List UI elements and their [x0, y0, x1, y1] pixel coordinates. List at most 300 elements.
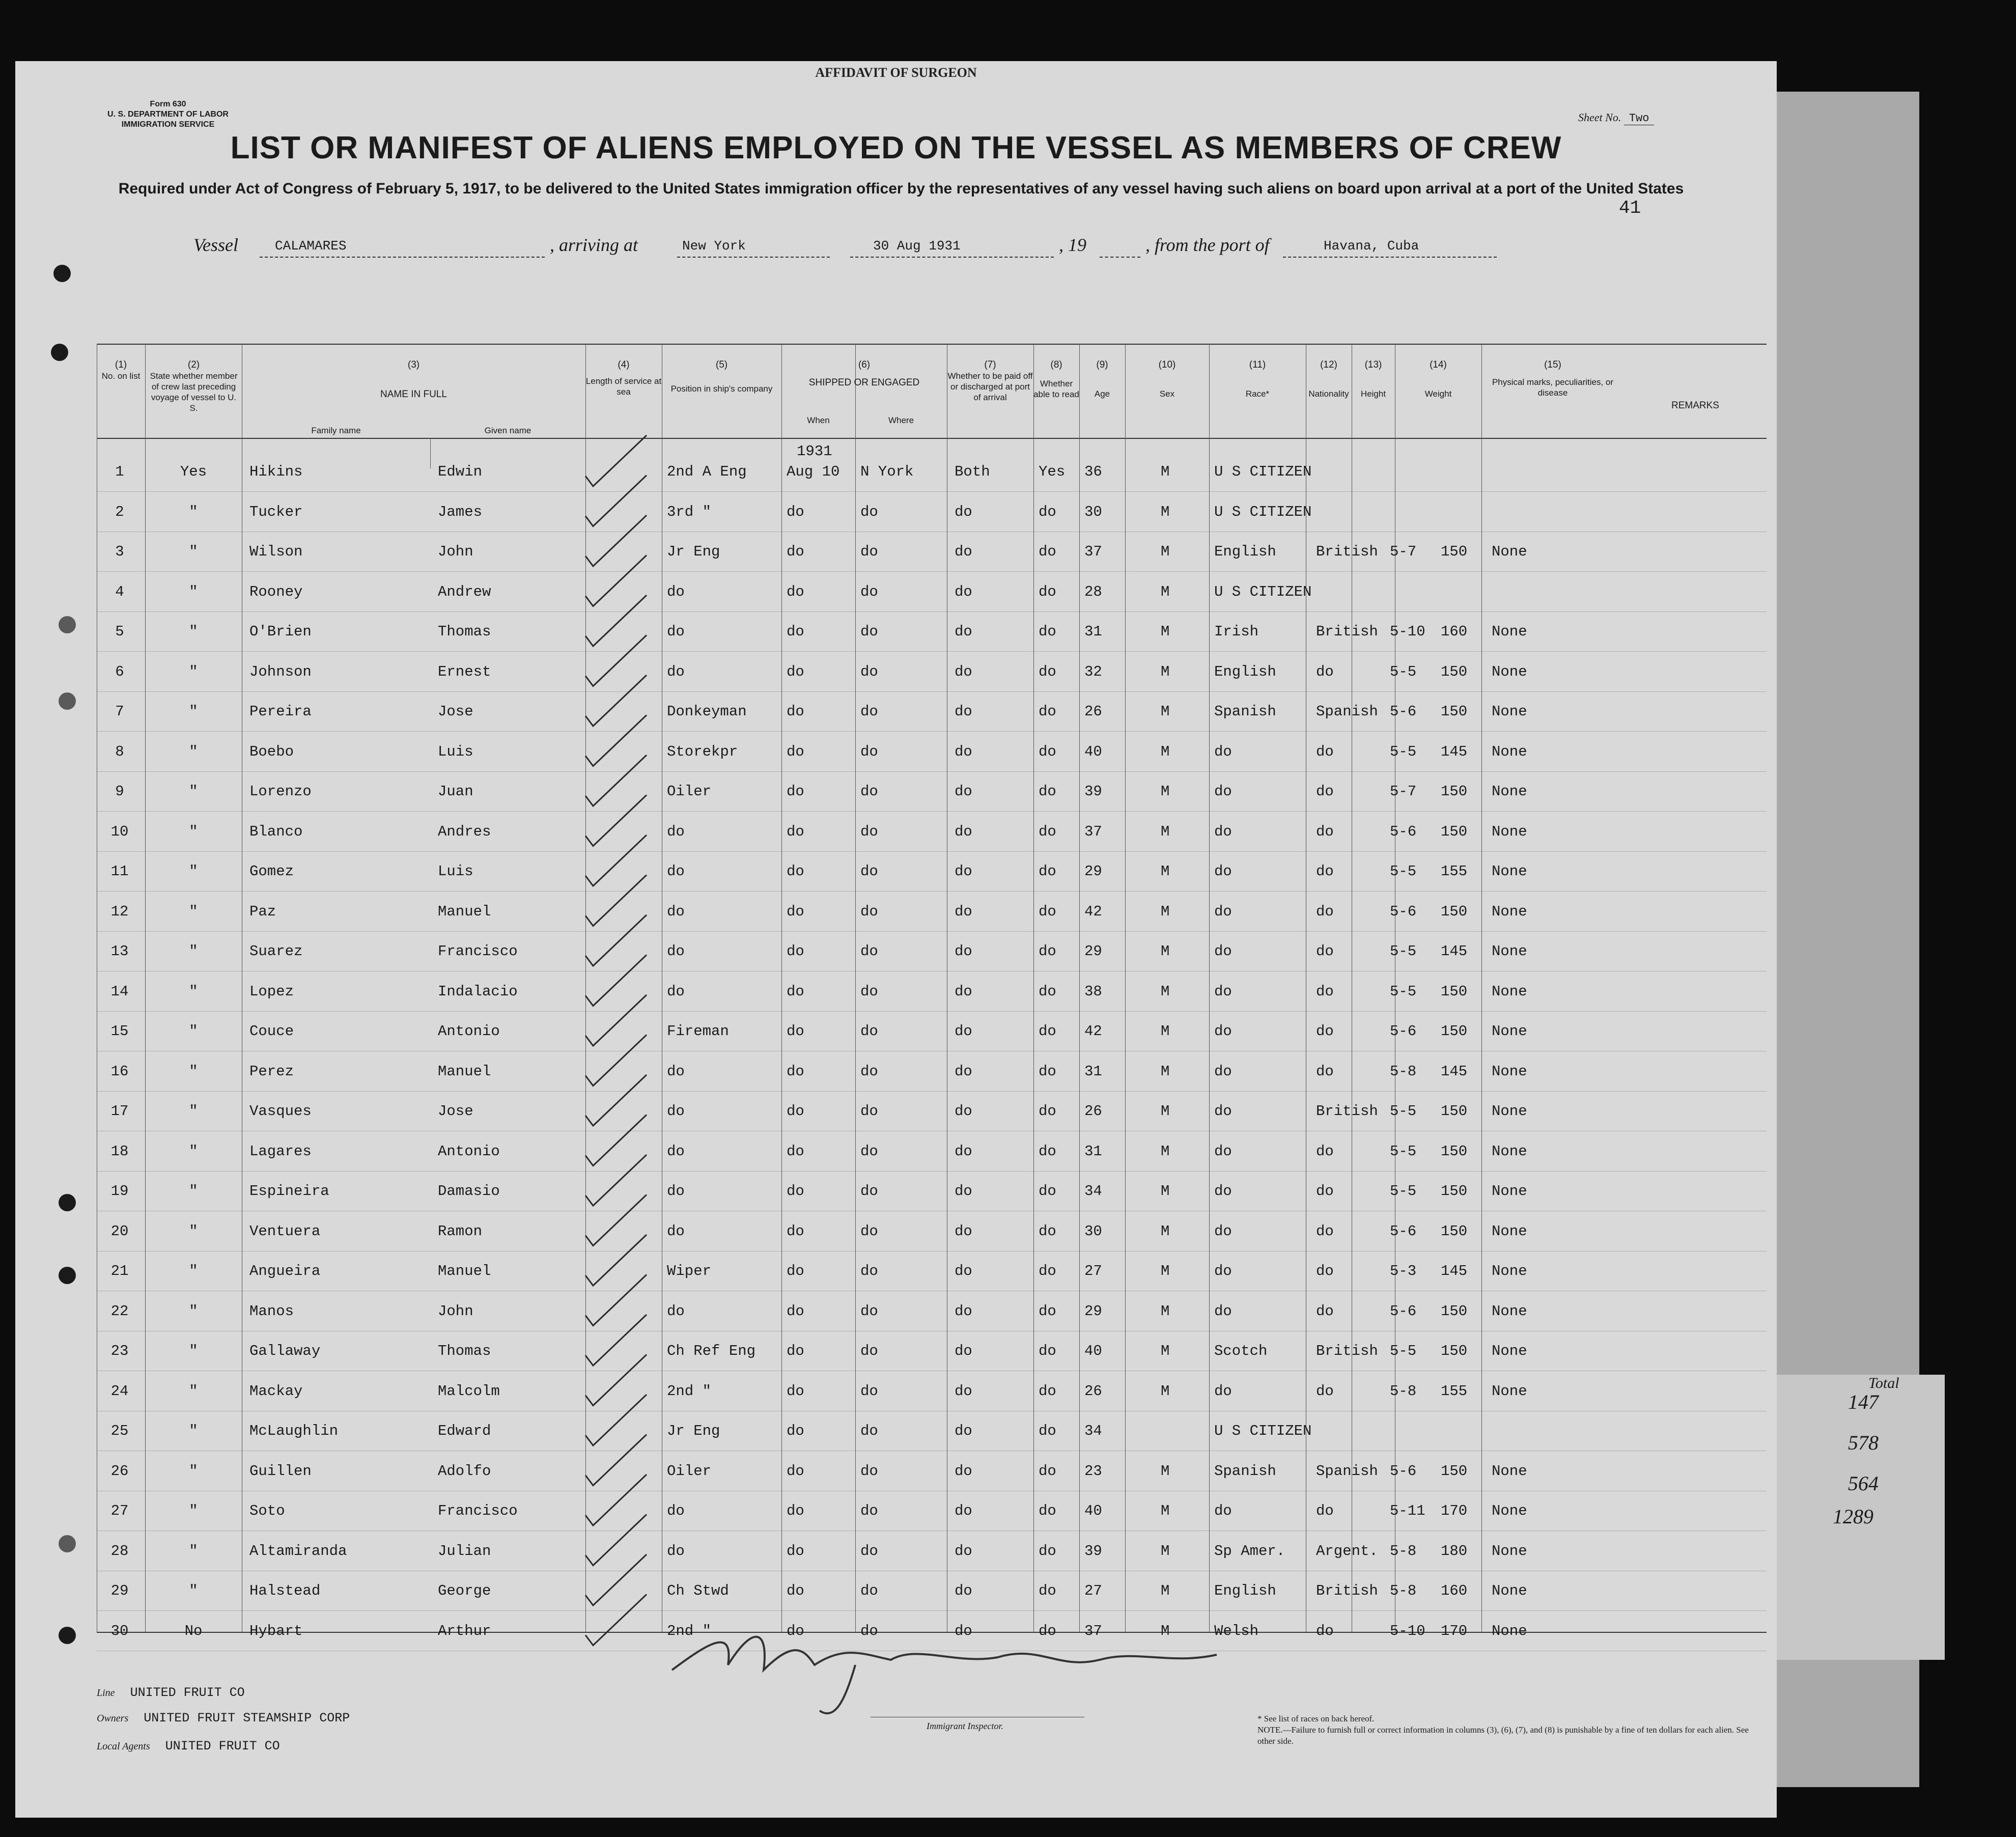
- previous-voyage-cell: ": [189, 1423, 198, 1439]
- col-marks-header: (15) Physical marks, peculiarities, or disease: [1492, 359, 1614, 398]
- race-cell: do: [1214, 1502, 1232, 1519]
- age-cell: 40: [1084, 1343, 1102, 1359]
- given-name-cell: Edwin: [438, 463, 483, 480]
- weight-cell: 150: [1441, 1462, 1468, 1480]
- owners-value: UNITED FRUIT STEAMSHIP CORP: [144, 1711, 350, 1725]
- row-number-cell: 7: [115, 703, 124, 720]
- weight-cell: 150: [1441, 983, 1468, 1000]
- shipped-when-cell: do: [787, 1023, 804, 1040]
- row-number-cell: 20: [110, 1222, 129, 1240]
- physical-marks-cell: None: [1492, 1063, 1527, 1080]
- age-cell: 39: [1084, 1542, 1102, 1560]
- previous-voyage-cell: ": [189, 583, 198, 600]
- sex-cell: M: [1161, 503, 1170, 520]
- paid-off-cell: do: [955, 1063, 972, 1080]
- physical-marks-cell: None: [1492, 823, 1527, 840]
- sex-cell: M: [1161, 783, 1170, 800]
- row-number-cell: 22: [110, 1302, 129, 1320]
- check-mark: [585, 955, 647, 1006]
- previous-voyage-cell: ": [189, 863, 198, 880]
- race-cell: U S CITIZEN: [1214, 463, 1312, 480]
- row-number-cell: 28: [110, 1542, 129, 1560]
- check-mark: [585, 915, 647, 966]
- able-to-read-cell: do: [1039, 1542, 1056, 1560]
- able-to-read-cell: do: [1039, 823, 1056, 840]
- shipped-when-cell: do: [787, 1183, 804, 1200]
- position-cell: Jr Eng: [667, 1423, 720, 1439]
- nationality-cell: do: [1316, 1183, 1334, 1200]
- position-cell: Oiler: [667, 783, 712, 800]
- shipped-where-cell: do: [860, 1622, 878, 1639]
- sex-cell: M: [1161, 1143, 1170, 1160]
- col-remarks-header: REMARKS: [1671, 400, 1719, 411]
- shipped-when-cell: do: [787, 743, 804, 760]
- weight-cell: 150: [1441, 703, 1468, 720]
- previous-voyage-cell: ": [189, 1302, 198, 1320]
- height-cell: 5-8: [1390, 1542, 1417, 1560]
- position-cell: do: [667, 863, 685, 880]
- given-name-cell: Arthur: [438, 1622, 491, 1639]
- weight-cell: 150: [1441, 543, 1468, 560]
- height-cell: 5-6: [1390, 1023, 1417, 1040]
- inspector-label: Immigrant Inspector.: [927, 1721, 1003, 1731]
- physical-marks-cell: None: [1492, 623, 1527, 640]
- paid-off-cell: do: [955, 1423, 972, 1439]
- previous-voyage-cell: No: [184, 1622, 203, 1639]
- family-name-cell: Boebo: [249, 743, 294, 760]
- paid-off-cell: do: [955, 1183, 972, 1200]
- shipped-where-cell: do: [860, 1222, 878, 1240]
- family-name-cell: Johnson: [249, 663, 312, 680]
- shipped-where-cell: do: [860, 783, 878, 800]
- nationality-cell: British: [1316, 1582, 1378, 1599]
- check-mark: [585, 795, 647, 846]
- given-name-cell: Indalacio: [438, 983, 518, 1000]
- shipped-where-cell: do: [860, 743, 878, 760]
- check-mark: [585, 835, 647, 886]
- height-cell: 5-7: [1390, 543, 1417, 560]
- position-cell: do: [667, 1063, 685, 1080]
- stub-number: 147: [1848, 1390, 1879, 1413]
- weight-cell: 170: [1441, 1622, 1468, 1639]
- col-prev-voyage-header: (2) State whether member of crew last preceding voyage of vessel to U. S.: [150, 359, 238, 413]
- previous-voyage-cell: ": [189, 943, 198, 960]
- able-to-read-cell: do: [1039, 663, 1056, 680]
- col-sex-header: (10) Sex: [1158, 359, 1176, 399]
- weight-cell: 150: [1441, 1023, 1468, 1040]
- shipped-when-cell: do: [787, 863, 804, 880]
- weight-cell: 150: [1441, 1143, 1468, 1160]
- physical-marks-cell: None: [1492, 743, 1527, 760]
- paid-off-cell: do: [955, 623, 972, 640]
- age-cell: 30: [1084, 503, 1102, 520]
- height-cell: 5-5: [1390, 663, 1417, 680]
- race-cell: English: [1214, 663, 1276, 680]
- sex-cell: M: [1161, 903, 1170, 920]
- age-cell: 36: [1084, 463, 1102, 480]
- race-cell: do: [1214, 1063, 1232, 1080]
- col-name-header: (3) NAME IN FULL: [380, 359, 447, 400]
- punch-hole: [53, 265, 71, 282]
- shipped-when-cell: do: [787, 1222, 804, 1240]
- race-cell: U S CITIZEN: [1214, 503, 1312, 520]
- height-cell: 5-6: [1390, 1302, 1417, 1320]
- given-name-cell: Luis: [438, 743, 473, 760]
- age-cell: 30: [1084, 1222, 1102, 1240]
- previous-voyage-cell: ": [189, 1343, 198, 1359]
- sex-cell: M: [1161, 543, 1170, 560]
- from-port: Havana, Cuba: [1324, 238, 1419, 254]
- able-to-read-cell: do: [1039, 983, 1056, 1000]
- family-name-cell: Vasques: [249, 1103, 312, 1120]
- family-name-cell: Halstead: [249, 1582, 321, 1599]
- sex-cell: M: [1161, 1222, 1170, 1240]
- given-name-cell: Juan: [438, 783, 473, 800]
- weight-cell: 150: [1441, 1103, 1468, 1120]
- given-name-cell: James: [438, 503, 483, 520]
- physical-marks-cell: None: [1492, 863, 1527, 880]
- position-cell: do: [667, 1222, 685, 1240]
- position-cell: Jr Eng: [667, 543, 720, 560]
- check-mark: [585, 555, 647, 606]
- given-name-cell: Manuel: [438, 1063, 491, 1080]
- check-mark: [585, 675, 647, 726]
- age-cell: 34: [1084, 1183, 1102, 1200]
- race-cell: do: [1214, 1263, 1232, 1279]
- age-cell: 39: [1084, 783, 1102, 800]
- age-cell: 31: [1084, 1143, 1102, 1160]
- position-cell: Storekpr: [667, 743, 738, 760]
- row-number-cell: 25: [110, 1423, 129, 1439]
- family-name-cell: Lorenzo: [249, 783, 312, 800]
- shipped-when-cell: do: [787, 1063, 804, 1080]
- position-cell: do: [667, 1502, 685, 1519]
- given-name-cell: John: [438, 1302, 473, 1320]
- check-mark: [585, 755, 647, 806]
- able-to-read-cell: do: [1039, 1103, 1056, 1120]
- row-number-cell: 23: [110, 1343, 129, 1359]
- weight-cell: 155: [1441, 863, 1468, 880]
- check-mark: [585, 1035, 647, 1086]
- race-cell: do: [1214, 1103, 1232, 1120]
- weight-cell: 150: [1441, 823, 1468, 840]
- sex-cell: M: [1161, 583, 1170, 600]
- check-mark: [585, 1554, 647, 1605]
- family-name-cell: Hikins: [249, 463, 303, 480]
- family-name-cell: Rooney: [249, 583, 303, 600]
- physical-marks-cell: None: [1492, 1263, 1527, 1279]
- year-note: 1931: [797, 443, 832, 460]
- physical-marks-cell: None: [1492, 1622, 1527, 1639]
- previous-voyage-cell: ": [189, 1382, 198, 1400]
- height-cell: 5-8: [1390, 1063, 1417, 1080]
- col-height-header: (13) Height: [1360, 359, 1386, 399]
- physical-marks-cell: None: [1492, 1382, 1527, 1400]
- physical-marks-cell: None: [1492, 703, 1527, 720]
- row-number-cell: 6: [115, 663, 124, 680]
- position-cell: do: [667, 1302, 685, 1320]
- family-name-cell: Angueira: [249, 1263, 321, 1279]
- able-to-read-cell: do: [1039, 1582, 1056, 1599]
- height-cell: 5-5: [1390, 743, 1417, 760]
- paid-off-cell: do: [955, 1143, 972, 1160]
- races-note: * See list of races on back hereof.: [1257, 1714, 1375, 1723]
- height-cell: 5-8: [1390, 1582, 1417, 1599]
- given-name-cell: Andrew: [438, 583, 491, 600]
- family-name-cell: O'Brien: [249, 623, 312, 640]
- shipped-when-cell: do: [787, 1382, 804, 1400]
- sex-cell: M: [1161, 663, 1170, 680]
- nationality-cell: do: [1316, 1063, 1334, 1080]
- shipped-where-cell: N York: [860, 463, 914, 480]
- shipped-when-cell: do: [787, 1103, 804, 1120]
- race-cell: do: [1214, 783, 1232, 800]
- previous-voyage-cell: ": [189, 1542, 198, 1560]
- age-cell: 42: [1084, 1023, 1102, 1040]
- footnote: [1257, 1713, 1756, 1747]
- shipped-where-cell: do: [860, 1582, 878, 1599]
- col-race-header: (11) Race*: [1245, 359, 1270, 399]
- sex-cell: M: [1161, 1263, 1170, 1279]
- position-cell: Ch Ref Eng: [667, 1343, 756, 1359]
- height-cell: 5-5: [1390, 1183, 1417, 1200]
- weight-cell: 150: [1441, 1183, 1468, 1200]
- paid-off-cell: do: [955, 863, 972, 880]
- age-cell: 29: [1084, 863, 1102, 880]
- given-name-cell: Manuel: [438, 903, 491, 920]
- age-cell: 23: [1084, 1462, 1102, 1480]
- race-cell: English: [1214, 543, 1276, 560]
- position-cell: do: [667, 1143, 685, 1160]
- row-number-cell: 4: [115, 583, 124, 600]
- given-name-cell: Francisco: [438, 943, 518, 960]
- given-name-cell: Adolfo: [438, 1462, 491, 1480]
- previous-voyage-cell: ": [189, 1143, 198, 1160]
- sex-cell: M: [1161, 1462, 1170, 1480]
- nationality-cell: do: [1316, 1023, 1334, 1040]
- race-cell: do: [1214, 1382, 1232, 1400]
- height-cell: 5-5: [1390, 983, 1417, 1000]
- adjacent-page-stub: [1772, 1375, 1945, 1660]
- height-cell: 5-6: [1390, 823, 1417, 840]
- paid-off-cell: do: [955, 1343, 972, 1359]
- previous-voyage-cell: ": [189, 783, 198, 800]
- inspector-signature: [652, 1609, 1263, 1726]
- crew-table: [15, 344, 1777, 1718]
- physical-marks-cell: None: [1492, 1343, 1527, 1359]
- manifest-page: [15, 61, 1777, 1818]
- nationality-cell: do: [1316, 783, 1334, 800]
- physical-marks-cell: None: [1492, 983, 1527, 1000]
- sex-cell: M: [1161, 1582, 1170, 1599]
- nationality-cell: do: [1316, 943, 1334, 960]
- able-to-read-cell: do: [1039, 903, 1056, 920]
- nationality-cell: do: [1316, 983, 1334, 1000]
- sex-cell: M: [1161, 983, 1170, 1000]
- shipped-when-cell: do: [787, 1302, 804, 1320]
- shipped-when-cell: do: [787, 1423, 804, 1439]
- height-cell: 5-5: [1390, 863, 1417, 880]
- check-mark: [585, 1474, 647, 1525]
- given-name-cell: George: [438, 1582, 491, 1599]
- shipped-where-cell: do: [860, 1103, 878, 1120]
- weight-cell: 150: [1441, 783, 1468, 800]
- family-name-cell: Tucker: [249, 503, 303, 520]
- family-name-cell: Lopez: [249, 983, 294, 1000]
- paid-off-cell: do: [955, 943, 972, 960]
- check-mark: [585, 1275, 647, 1326]
- position-cell: do: [667, 1103, 685, 1120]
- weight-cell: 145: [1441, 1063, 1468, 1080]
- age-cell: 38: [1084, 983, 1102, 1000]
- position-cell: do: [667, 663, 685, 680]
- col-family-name-header: Family name: [311, 426, 361, 435]
- check-mark: [585, 1195, 647, 1246]
- shipped-when-cell: do: [787, 503, 804, 520]
- line-row: [97, 1685, 245, 1700]
- height-cell: 5-5: [1390, 1143, 1417, 1160]
- form-block: [87, 99, 249, 130]
- given-name-cell: Manuel: [438, 1263, 491, 1279]
- shipped-when-cell: do: [787, 1263, 804, 1279]
- nationality-cell: do: [1316, 903, 1334, 920]
- able-to-read-cell: do: [1039, 583, 1056, 600]
- height-cell: 5-5: [1390, 943, 1417, 960]
- row-number-cell: 18: [110, 1143, 129, 1160]
- row-number-cell: 29: [110, 1582, 129, 1599]
- col-paid-off-header: (7) Whether to be paid off or discharged at port of arrival: [947, 359, 1033, 402]
- paid-off-cell: do: [955, 1263, 972, 1279]
- previous-voyage-cell: ": [189, 1462, 198, 1480]
- previous-voyage-cell: ": [189, 1263, 198, 1279]
- race-cell: Spanish: [1214, 703, 1276, 720]
- department-name: U. S. DEPARTMENT OF LABOR: [107, 110, 229, 119]
- given-name-cell: Luis: [438, 863, 473, 880]
- stub-number: 578: [1848, 1431, 1879, 1454]
- shipped-where-cell: do: [860, 1063, 878, 1080]
- age-cell: 37: [1084, 823, 1102, 840]
- able-to-read-cell: do: [1039, 1423, 1056, 1439]
- race-cell: Scotch: [1214, 1343, 1268, 1359]
- previous-voyage-cell: ": [189, 823, 198, 840]
- shipped-when-cell: do: [787, 1622, 804, 1639]
- paid-off-cell: do: [955, 823, 972, 840]
- position-cell: 2nd ": [667, 1622, 712, 1639]
- given-name-cell: Andres: [438, 823, 491, 840]
- check-mark: [585, 1395, 647, 1445]
- shipped-where-cell: do: [860, 1423, 878, 1439]
- vessel-name: CALAMARES: [275, 238, 347, 254]
- row-number-cell: 3: [115, 543, 124, 560]
- shipped-when-cell: do: [787, 583, 804, 600]
- line-label: Line: [97, 1687, 115, 1699]
- shipped-when-cell: do: [787, 1343, 804, 1359]
- check-mark: [585, 1075, 647, 1126]
- family-name-cell: Blanco: [249, 823, 303, 840]
- arriving-port: New York: [682, 238, 746, 254]
- col-when-header: When: [807, 415, 830, 425]
- col-nationality-header: (12) Nationality: [1308, 359, 1349, 399]
- race-cell: U S CITIZEN: [1214, 583, 1312, 600]
- service-name: IMMIGRATION SERVICE: [121, 120, 215, 129]
- physical-marks-cell: None: [1492, 903, 1527, 920]
- able-to-read-cell: do: [1039, 703, 1056, 720]
- paid-off-cell: do: [955, 1542, 972, 1560]
- family-name-cell: Pereira: [249, 703, 312, 720]
- row-number-cell: 16: [110, 1063, 129, 1080]
- weight-cell: 155: [1441, 1382, 1468, 1400]
- nationality-cell: Argent.: [1316, 1542, 1378, 1560]
- given-name-cell: Thomas: [438, 623, 491, 640]
- row-number-cell: 13: [110, 943, 129, 960]
- able-to-read-cell: do: [1039, 503, 1056, 520]
- age-cell: 42: [1084, 903, 1102, 920]
- form-number: Form 630: [150, 100, 186, 108]
- sex-cell: M: [1161, 1063, 1170, 1080]
- arrival-date: 30 Aug 1931: [873, 238, 961, 254]
- arriving-label: , arriving at: [550, 235, 638, 255]
- shipped-when-cell: do: [787, 783, 804, 800]
- given-name-cell: Ernest: [438, 663, 491, 680]
- sex-cell: M: [1161, 1302, 1170, 1320]
- col-position-header: (5) Position in ship's company: [670, 359, 773, 394]
- previous-voyage-cell: ": [189, 903, 198, 920]
- race-cell: do: [1214, 823, 1232, 840]
- age-cell: 37: [1084, 543, 1102, 560]
- able-to-read-cell: do: [1039, 1462, 1056, 1480]
- paid-off-cell: do: [955, 783, 972, 800]
- shipped-where-cell: do: [860, 1263, 878, 1279]
- row-number-cell: 2: [115, 503, 124, 520]
- col-no-header: (1) No. on list: [101, 359, 141, 381]
- shipped-where-cell: do: [860, 983, 878, 1000]
- able-to-read-cell: do: [1039, 1622, 1056, 1639]
- row-number-cell: 1: [115, 463, 124, 480]
- given-name-cell: Damasio: [438, 1183, 500, 1200]
- family-name-cell: Suarez: [249, 943, 303, 960]
- position-cell: 2nd A Eng: [667, 463, 747, 480]
- weight-cell: 160: [1441, 623, 1468, 640]
- sex-cell: M: [1161, 1622, 1170, 1639]
- physical-marks-cell: None: [1492, 1302, 1527, 1320]
- nationality-cell: Spanish: [1316, 1462, 1378, 1480]
- sex-cell: M: [1161, 863, 1170, 880]
- check-mark: [585, 1435, 647, 1486]
- previous-voyage-cell: ": [189, 703, 198, 720]
- page-number: 41: [1619, 198, 1641, 218]
- shipped-where-cell: do: [860, 623, 878, 640]
- height-cell: 5-6: [1390, 903, 1417, 920]
- nationality-cell: British: [1316, 1343, 1378, 1359]
- row-number-cell: 9: [115, 783, 124, 800]
- family-name-cell: Lagares: [249, 1143, 312, 1160]
- check-mark: [585, 715, 647, 766]
- shipped-when-cell: Aug 10: [787, 463, 840, 480]
- weight-cell: 145: [1441, 1263, 1468, 1279]
- shipped-where-cell: do: [860, 1502, 878, 1519]
- shipped-where-cell: do: [860, 1143, 878, 1160]
- previous-voyage-cell: ": [189, 1063, 198, 1080]
- height-cell: 5-6: [1390, 1462, 1417, 1480]
- check-mark: [585, 635, 647, 686]
- nationality-cell: do: [1316, 1502, 1334, 1519]
- check-mark: [585, 1515, 647, 1566]
- able-to-read-cell: do: [1039, 1183, 1056, 1200]
- nationality-cell: do: [1316, 1302, 1334, 1320]
- family-name-cell: Guillen: [249, 1462, 312, 1480]
- position-cell: do: [667, 583, 685, 600]
- sex-cell: M: [1161, 743, 1170, 760]
